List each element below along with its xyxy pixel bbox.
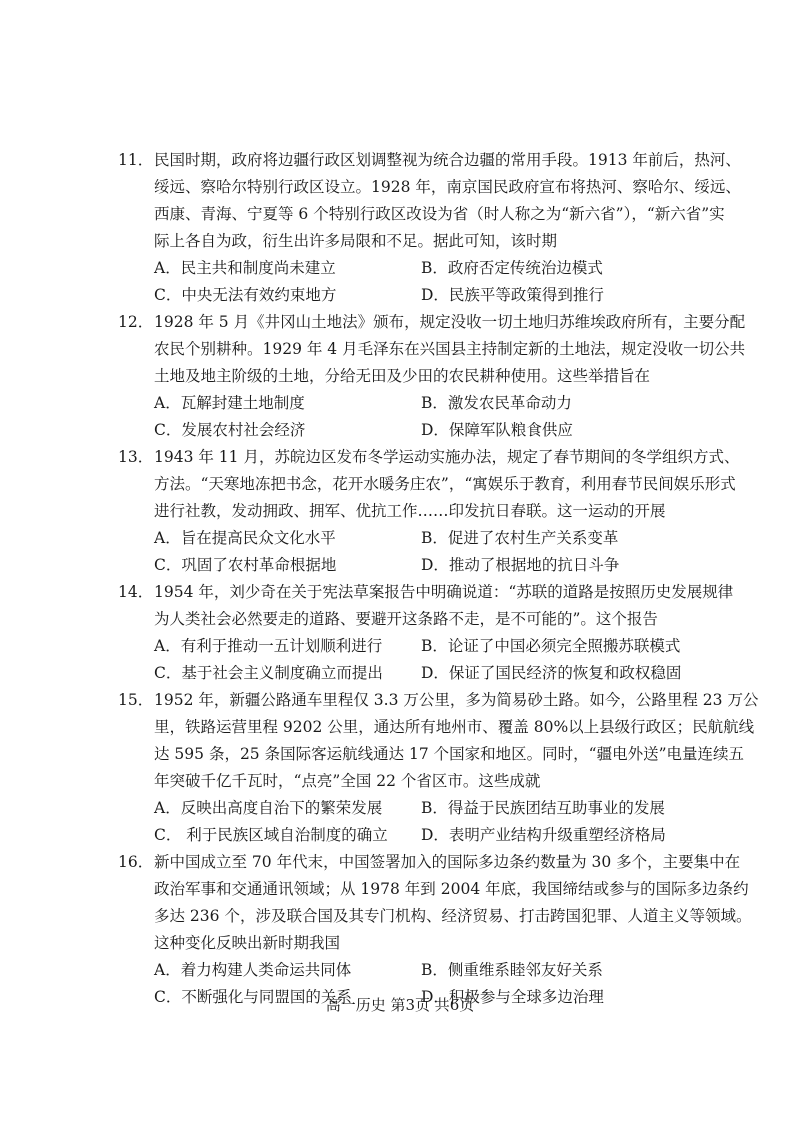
option-a[interactable]: A．有利于推动一五计划顺利进行 [154,637,383,655]
option-c[interactable]: C．巩固了农村革命根据地 [154,556,337,574]
question-stem-line: 政治军事和交通通讯领域；从 1978 年到 2004 年底，我国缔结或参与的国际多边条约 [154,880,749,898]
options-row [118,660,688,687]
option-c[interactable]: C．发展农村社会经济 [154,421,306,439]
option-a[interactable]: A．民主共和制度尚未建立 [154,259,336,277]
question-15 [118,687,759,849]
page-footer: 高一历史 第3页 共6页 [325,996,475,1014]
option-c[interactable]: C．基于社会主义制度确立而提出 [154,664,383,682]
options-row [118,957,688,984]
option-b[interactable]: B．激发农民革命动力 [421,394,572,412]
question-stem-line: 际上各自为政，衍生出许多局限和不足。据此可知，该时期 [154,232,558,250]
option-a[interactable]: A．着力构建人类命运共同体 [154,961,352,979]
question-stem-line: 达 595 条，25 条国际客运航线通达 17 个国家和地区。同时，“疆电外送”电量连续五 [154,745,745,763]
question-stem-line: 绥远、察哈尔特别行政区设立。1928 年，南京国民政府宣布将热河、察哈尔、绥远、 [154,178,741,196]
option-c[interactable]: C． 利于民族区域自治制度的确立 [154,826,388,844]
options-row [118,282,688,309]
question-number: 13． [118,448,154,466]
option-d[interactable]: D．保证了国民经济的恢复和政权稳固 [421,664,682,682]
question-list [118,147,759,1011]
question-stem-line: 为人类社会必然要走的道路、要避开这条路不走，是不可能的”。这个报告 [154,610,658,628]
question-11 [118,147,741,309]
option-a[interactable]: A．瓦解封建土地制度 [154,394,305,412]
option-b[interactable]: B．促进了农村生产关系变革 [421,529,619,547]
question-stem-line: 农民个别耕种。1929 年 4 月毛泽东在兴国县主持制定新的土地法，规定没收一切公共 [154,340,746,358]
option-d[interactable]: D．民族平等政策得到推行 [421,286,604,304]
question-stem-line: 15．1952 年，新疆公路通车里程仅 3.3 万公里，多为简易砂土路。如今，公路里程 23 万公 [118,687,688,714]
option-b[interactable]: B．论证了中国必须完全照搬苏联模式 [421,637,681,655]
question-stem-line: 里，铁路运营里程 9202 公里，通达所有地州市、覆盖 80%以上县级行政区；民航航线 [154,718,755,736]
options-row [118,525,688,552]
question-stem-line: 年突破千亿千瓦时，“点亮”全国 22 个省区市。这些成就 [154,772,541,790]
options-row [118,822,688,849]
question-16 [118,849,752,1011]
options-row [118,795,688,822]
question-stem-line: 西康、青海、宁夏等 6 个特别行政区改设为省（时人称之为“新六省”），“新六省”实 [154,205,725,223]
question-stem-line: 土地及地主阶级的土地，分给无田及少田的农民耕种使用。这些举措旨在 [154,367,651,385]
option-a[interactable]: A．旨在提高民众文化水平 [154,529,336,547]
option-d[interactable]: D．保障军队粮食供应 [421,421,573,439]
question-stem-line: 多达 236 个，涉及联合国及其专门机构、经济贸易、打击跨国犯罪、人道主义等领域。 [154,907,752,925]
question-14 [118,579,734,687]
question-number: 15． [118,691,154,709]
question-number: 12． [118,313,154,331]
question-number: 16． [118,853,154,871]
option-a[interactable]: A．反映出高度自治下的繁荣发展 [154,799,383,817]
option-b[interactable]: B．政府否定传统治边模式 [421,259,603,277]
question-number: 11． [118,151,154,169]
options-row [118,390,688,417]
option-b[interactable]: B．侧重维系睦邻友好关系 [421,961,603,979]
question-stem-line: 方法。“天寒地冻把书念，花开水暖务庄农”，“寓娱乐于教育，利用春节民间娱乐形式 [154,475,736,493]
option-c[interactable]: C．不断强化与同盟国的关系 [154,988,352,1006]
options-row [118,255,688,282]
question-stem-line: 13．1943 年 11 月，苏皖边区发布冬学运动实施办法，规定了春节期间的冬学组织方式、 [118,444,688,471]
options-row [118,552,688,579]
option-b[interactable]: B．得益于民族团结互助事业的发展 [421,799,665,817]
option-d[interactable]: D．表明产业结构升级重塑经济格局 [421,826,666,844]
options-row [118,633,688,660]
question-13 [118,444,740,579]
question-number: 14． [118,583,154,601]
options-row [118,417,688,444]
question-stem-line: 进行社教，发动拥政、拥军、优抗工作……印发抗日春联。这一运动的开展 [154,502,666,520]
question-stem-line: 12．1928 年 5 月《井冈山土地法》颁布，规定没收一切土地归苏维埃政府所有，主要分配 [118,309,688,336]
option-d[interactable]: D．推动了根据地的抗日斗争 [421,556,620,574]
question-stem-line: 这种变化反映出新时期我国 [154,934,341,952]
question-stem-line: 11．民国时期，政府将边疆行政区划调整视为统合边疆的常用手段。1913 年前后，热河、 [118,147,688,174]
question-12 [118,309,746,444]
question-stem-line: 14．1954 年，刘少奇在关于宪法草案报告中明确说道：“苏联的道路是按照历史发展规律 [118,579,688,606]
question-stem-line: 16．新中国成立至 70 年代末，中国签署加入的国际多边条约数量为 30 多个，主要集中在 [118,849,688,876]
option-c[interactable]: C．中央无法有效约束地方 [154,286,337,304]
option-d[interactable]: D．积极参与全球多边治理 [421,988,604,1006]
